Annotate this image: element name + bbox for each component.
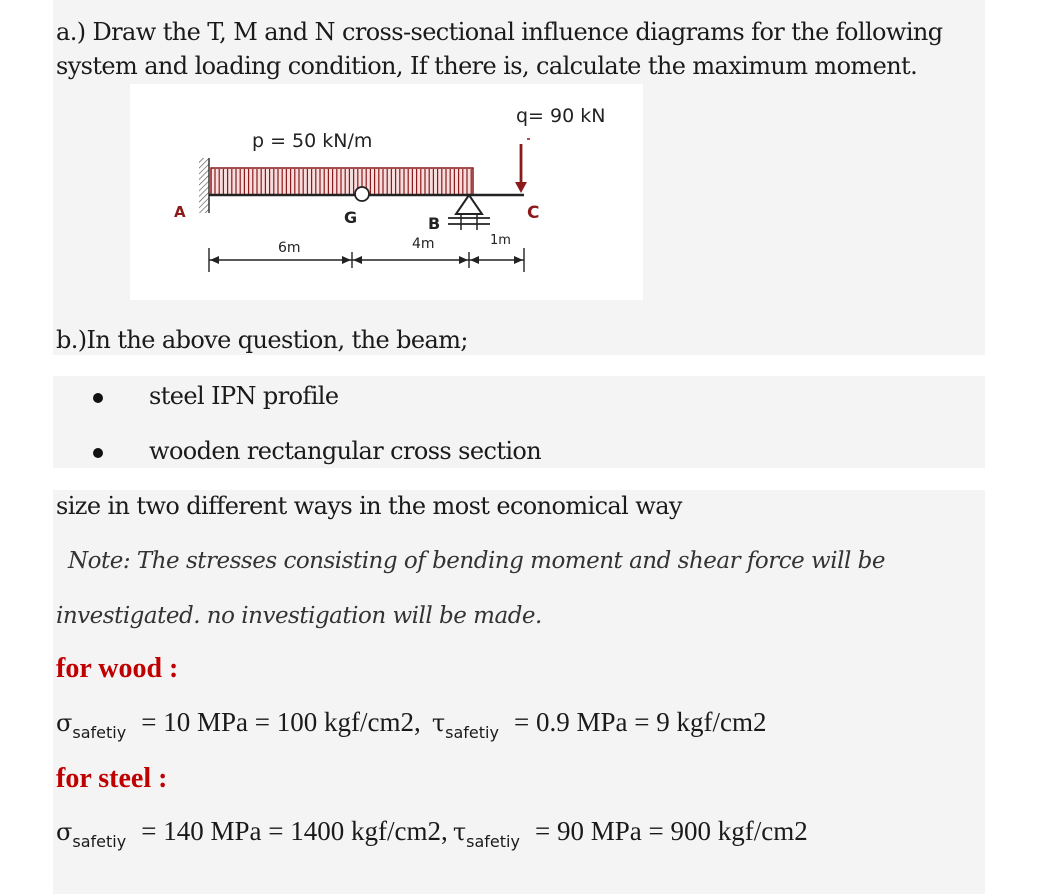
tau-subscript: safetiy (466, 832, 520, 851)
sigma-symbol: σ (56, 818, 73, 846)
dimension-4m: 4m (412, 236, 435, 252)
load-q-label: q= 90 kN (516, 105, 606, 127)
tau-subscript: safetiy (445, 723, 499, 742)
label-B: B (428, 214, 441, 233)
steel-heading: for steel : (56, 763, 168, 794)
sigma-symbol: σ (56, 709, 73, 737)
sigma-subscript: safetiy (72, 723, 127, 742)
dimension-1m: 1m (490, 233, 511, 248)
part-a-line-1: a.) Draw the T, M and N cross-sectional influence diagrams for the following (56, 18, 943, 46)
wood-allowable-stresses (56, 707, 767, 742)
sigma-subscript: safetiy (72, 832, 127, 851)
tau-symbol: τ (431, 709, 446, 737)
dimension-6m: 6m (278, 240, 301, 256)
list-item-wood: wooden rectangular cross section (149, 437, 542, 465)
wood-heading: for wood : (56, 653, 179, 684)
load-p-label: p = 50 kN/m (252, 130, 373, 152)
list-item-steel: steel IPN profile (149, 382, 339, 410)
hinge-G (355, 187, 369, 201)
note-line-2: investigated. no investigation will be made. (56, 603, 542, 629)
size-instruction: size in two different ways in the most economical way (56, 492, 682, 520)
steel-tau-value: = 90 MPa = 900 kgf/cm2 (535, 816, 808, 846)
label-G: G (344, 208, 358, 227)
tau-symbol: τ (452, 818, 467, 846)
list-bullet (93, 448, 103, 458)
note-line-1: Note: The stresses consisting of bending moment and shear force will be (68, 548, 885, 574)
steel-sigma-value: = 140 MPa = 1400 kgf/cm2, (141, 816, 448, 846)
list-bullet (93, 393, 103, 403)
label-A: A (174, 203, 186, 221)
wood-sigma-value: = 10 MPa = 100 kgf/cm2, (141, 707, 421, 737)
beam-diagram (130, 84, 643, 300)
steel-allowable-stresses (56, 816, 808, 851)
wood-tau-value: = 0.9 MPa = 9 kgf/cm2 (514, 707, 767, 737)
label-C: C (527, 203, 540, 223)
fixed-support-wall (199, 158, 209, 213)
part-b-intro: b.)In the above question, the beam; (56, 326, 468, 354)
part-a-line-2: system and loading condition, If there is, calculate the maximum moment. (56, 52, 918, 80)
